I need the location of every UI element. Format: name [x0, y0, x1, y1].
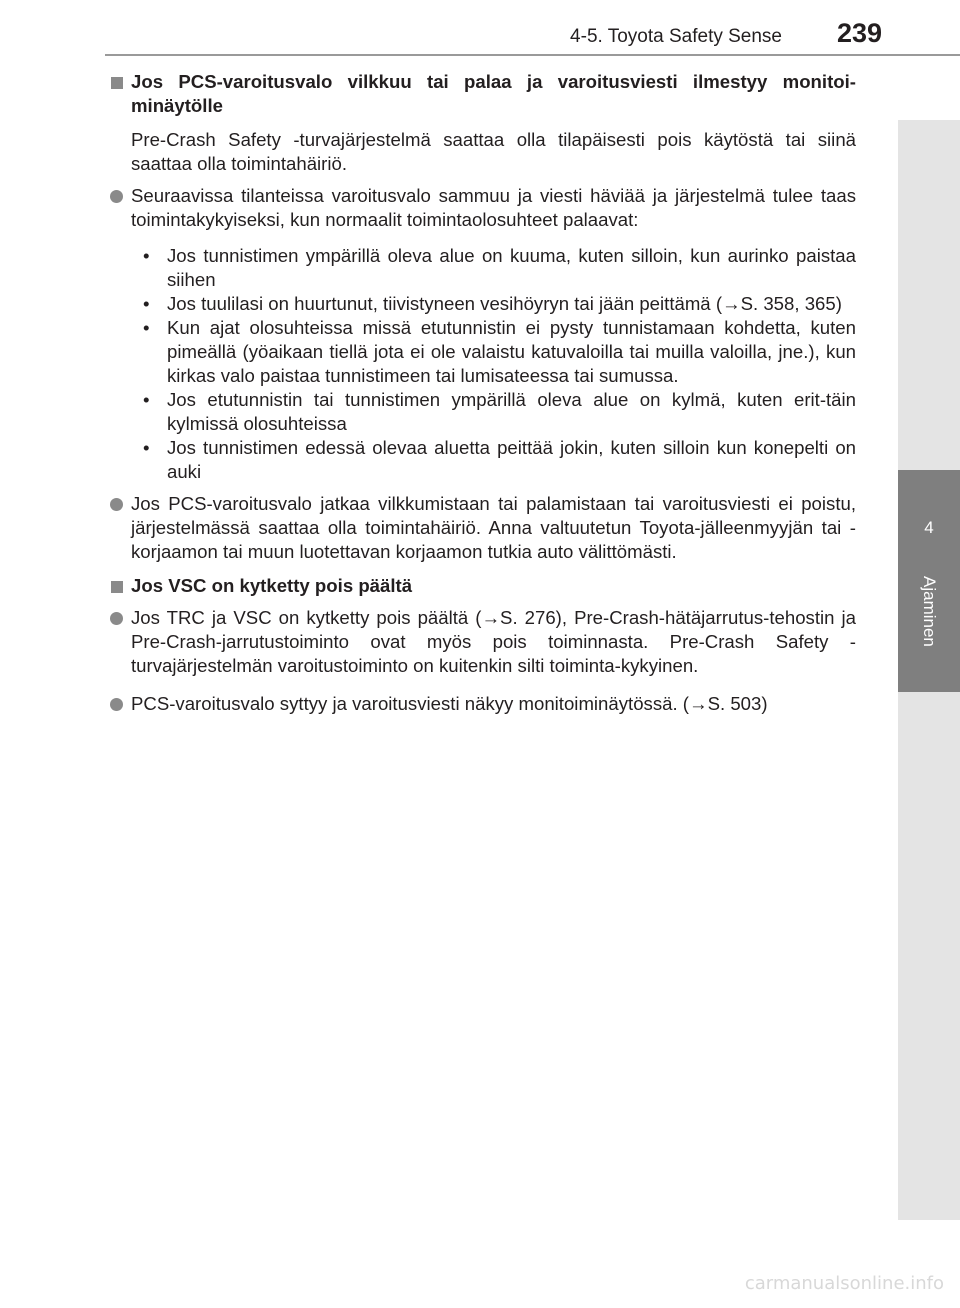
list-item-text: Jos tunnistimen edessä olevaa aluetta peittää jokin, kuten silloin kun konepelti on auki	[167, 437, 856, 482]
round-bullet-icon	[110, 698, 123, 711]
list-item	[131, 388, 856, 436]
bullet-item	[110, 606, 856, 678]
list-item-text: Jos tuulilasi on huurtunut, tiivistyneen vesihöyryn tai jään peittämä (→S. 358, 365)	[167, 293, 842, 314]
section-heading-pcs	[110, 70, 856, 118]
list-item-text: Kun ajat olosuhteissa missä etutunnistin ei pysty tunnistamaan kohdetta, kuten pimeällä (yöaikaan tiellä jota ei ole valaistu katuvaloilla tai muilla valoilla, jne.), kun kirkas valo paistaa tunnistimeen tai lumisateessa tai sumussa.	[167, 317, 856, 386]
square-bullet-icon	[111, 581, 123, 593]
bullet-text: Jos TRC ja VSC on kytketty pois päältä (→S. 276), Pre-Crash-hätäjarrutus-tehostin ja Pre-Crash-jarrutustoiminto ovat myös pois toiminnasta. Pre-Crash Safety -turvajärjestelmän varoitustoiminto on kuitenkin silti toiminta-kykyinen.	[131, 607, 856, 676]
round-bullet-icon	[110, 612, 123, 625]
page-number: 239	[836, 18, 882, 48]
section-paragraph: Pre-Crash Safety -turvajärjestelmä saattaa olla tilapäisesti pois käytöstä tai siinä saattaa olla toimintahäiriö.	[131, 129, 856, 174]
bullet-text: PCS-varoitusvalo syttyy ja varoitusviesti näkyy monitoiminäytössä. (→S. 503)	[131, 693, 768, 714]
heading-text: Jos PCS-varoitusvalo vilkkuu tai palaa ja varoitusviesti ilmestyy monitoi-minäytölle	[131, 71, 856, 116]
heading-text: Jos VSC on kytketty pois päältä	[131, 575, 413, 596]
dot-marker-icon: •	[143, 389, 150, 410]
list-item	[131, 316, 856, 388]
section-heading-vsc	[110, 574, 856, 598]
round-bullet-icon	[110, 498, 123, 511]
dot-marker-icon: •	[143, 245, 150, 266]
list-item-text: Jos tunnistimen ympärillä oleva alue on kuuma, kuten silloin, kun aurinko paistaa siihen	[167, 245, 856, 290]
bullet-item	[110, 492, 856, 564]
chapter-label: Ajaminen	[920, 576, 939, 647]
list-item	[131, 292, 856, 316]
bullet-item	[110, 184, 856, 232]
list-item	[131, 244, 856, 292]
bullet-text: Seuraavissa tilanteissa varoitusvalo sammuu ja viesti häviää ja järjestelmä tulee taas toimintakykyiseksi, kun normaalit toimintaolosuhteet palaavat:	[131, 185, 856, 230]
bullet-text: Jos PCS-varoitusvalo jatkaa vilkkumistaan tai palamistaan tai varoitusviesti ei poistu, järjestelmässä saattaa olla toimintahäiriö. Anna valtuutetun Toyota-jälleenmyyjän tai -korjaamon tai muun luotettavan korjaamon tutkia auto välittömästi.	[131, 493, 856, 562]
square-bullet-icon	[111, 77, 123, 89]
bullet-item	[110, 692, 856, 716]
header-divider	[105, 54, 960, 56]
list-item-text: Jos etutunnistin tai tunnistimen ympärillä oleva alue on kylmä, kuten erit-täin kylmissä olosuhteissa	[167, 389, 856, 434]
page-header	[0, 0, 960, 56]
chapter-number: 4	[924, 518, 934, 537]
page-content	[110, 70, 856, 716]
dot-marker-icon: •	[143, 293, 150, 314]
watermark-text: carmanualsonline.info	[744, 1273, 944, 1294]
dot-marker-icon: •	[143, 317, 150, 338]
round-bullet-icon	[110, 190, 123, 203]
list-item	[131, 436, 856, 484]
condition-list	[131, 244, 856, 484]
section-title: 4-5. Toyota Safety Sense	[570, 26, 782, 47]
chapter-tab[interactable]	[898, 470, 960, 692]
dot-marker-icon: •	[143, 437, 150, 458]
